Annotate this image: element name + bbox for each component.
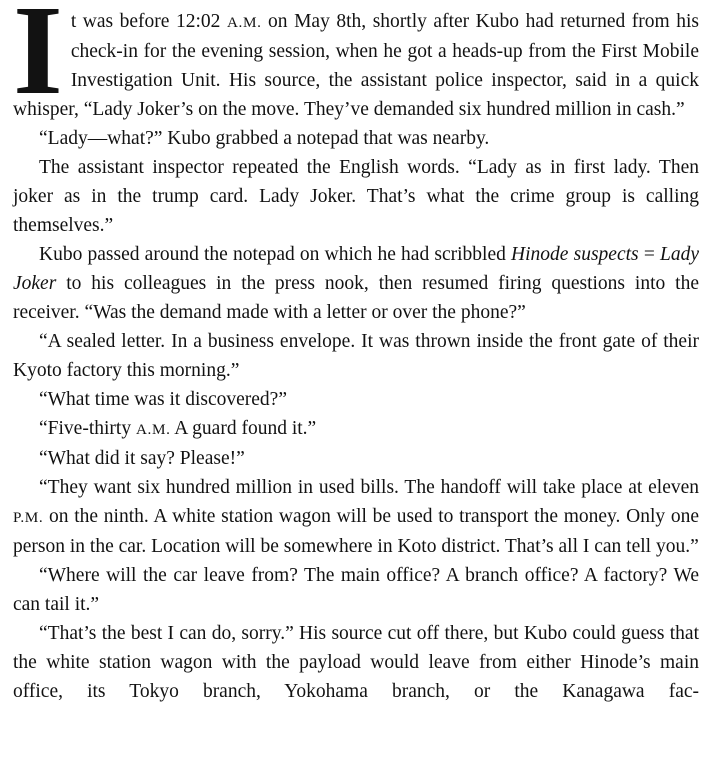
text-segment: A guard found it.”: [170, 418, 317, 439]
paragraph: [13, 0, 699, 124]
text-segment: “What did it say? Please!”: [39, 448, 245, 469]
paragraph: [13, 473, 699, 561]
text-segment: Kubo passed around the notepad on which he had scribbled: [39, 244, 512, 265]
text-segment: “A sealed letter. In a business envelope. It was thrown inside the front gate of their Kyoto factory this morning.”: [13, 331, 699, 381]
text-segment: “That’s the best I can do, sorry.” His source cut off there, but Kubo could guess that the white station wagon with the payload would leave from either Hinode’s main office, its Tokyo branch, Yokohama branch, or the Kanagawa fac-: [13, 623, 699, 702]
text-segment: on the ninth. A white station wagon will be used to transport the money. Only one person in the car. Location will be somewhere in Koto district. That’s all I can tell you.”: [13, 506, 699, 557]
paragraph: [13, 327, 699, 385]
text-segment: “They want six hundred million in used bills. The handoff will take place at eleven: [39, 477, 699, 498]
paragraph: [13, 444, 699, 473]
paragraph: [13, 240, 699, 327]
paragraph: [13, 561, 699, 619]
text-segment: “Where will the car leave from? The main office? A branch office? A factory? We can tail it.”: [13, 565, 699, 615]
paragraph: [13, 124, 699, 153]
text-segment: “Lady—what?” Kubo grabbed a notepad that was nearby.: [39, 128, 490, 149]
paragraph: [13, 619, 699, 706]
text-segment: to his colleagues in the press nook, then resumed firing questions into the receiver. “Was the demand made with a letter or over the phone?”: [13, 273, 699, 323]
drop-cap: I: [13, 0, 63, 121]
text-segment: t was before 12:02: [70, 11, 227, 32]
text-segment: The assistant inspector repeated the English words. “Lady as in first lady. Then joker as in the trump card. Lady Joker. That’s what the crime group is calling themselves.”: [13, 157, 699, 236]
text-segment: on May 8th, shortly after Kubo had returned from his check-in for the evening session, when he got a heads-up from the First Mobile Investigation Unit. His source, the assistant police inspector, said in a quick whisper, “Lady Joker’s on the move. They’ve demanded six hundred million in cash.”: [13, 11, 699, 120]
paragraph: [13, 385, 699, 414]
text-segment-italic: Lady Joker: [13, 244, 700, 294]
text-segment-italic: Hinode suspects: [511, 244, 639, 265]
text-segment-smallcaps: A.M.: [135, 421, 171, 438]
text-segment-smallcaps: A.M.: [226, 14, 262, 31]
text-segment: =: [638, 244, 661, 265]
text-segment-smallcaps: P.M.: [13, 509, 44, 526]
text-segment: “Five-thirty: [39, 418, 136, 439]
paragraph: [13, 414, 699, 444]
text-segment: “What time was it discovered?”: [39, 389, 287, 410]
paragraph: [13, 153, 699, 240]
